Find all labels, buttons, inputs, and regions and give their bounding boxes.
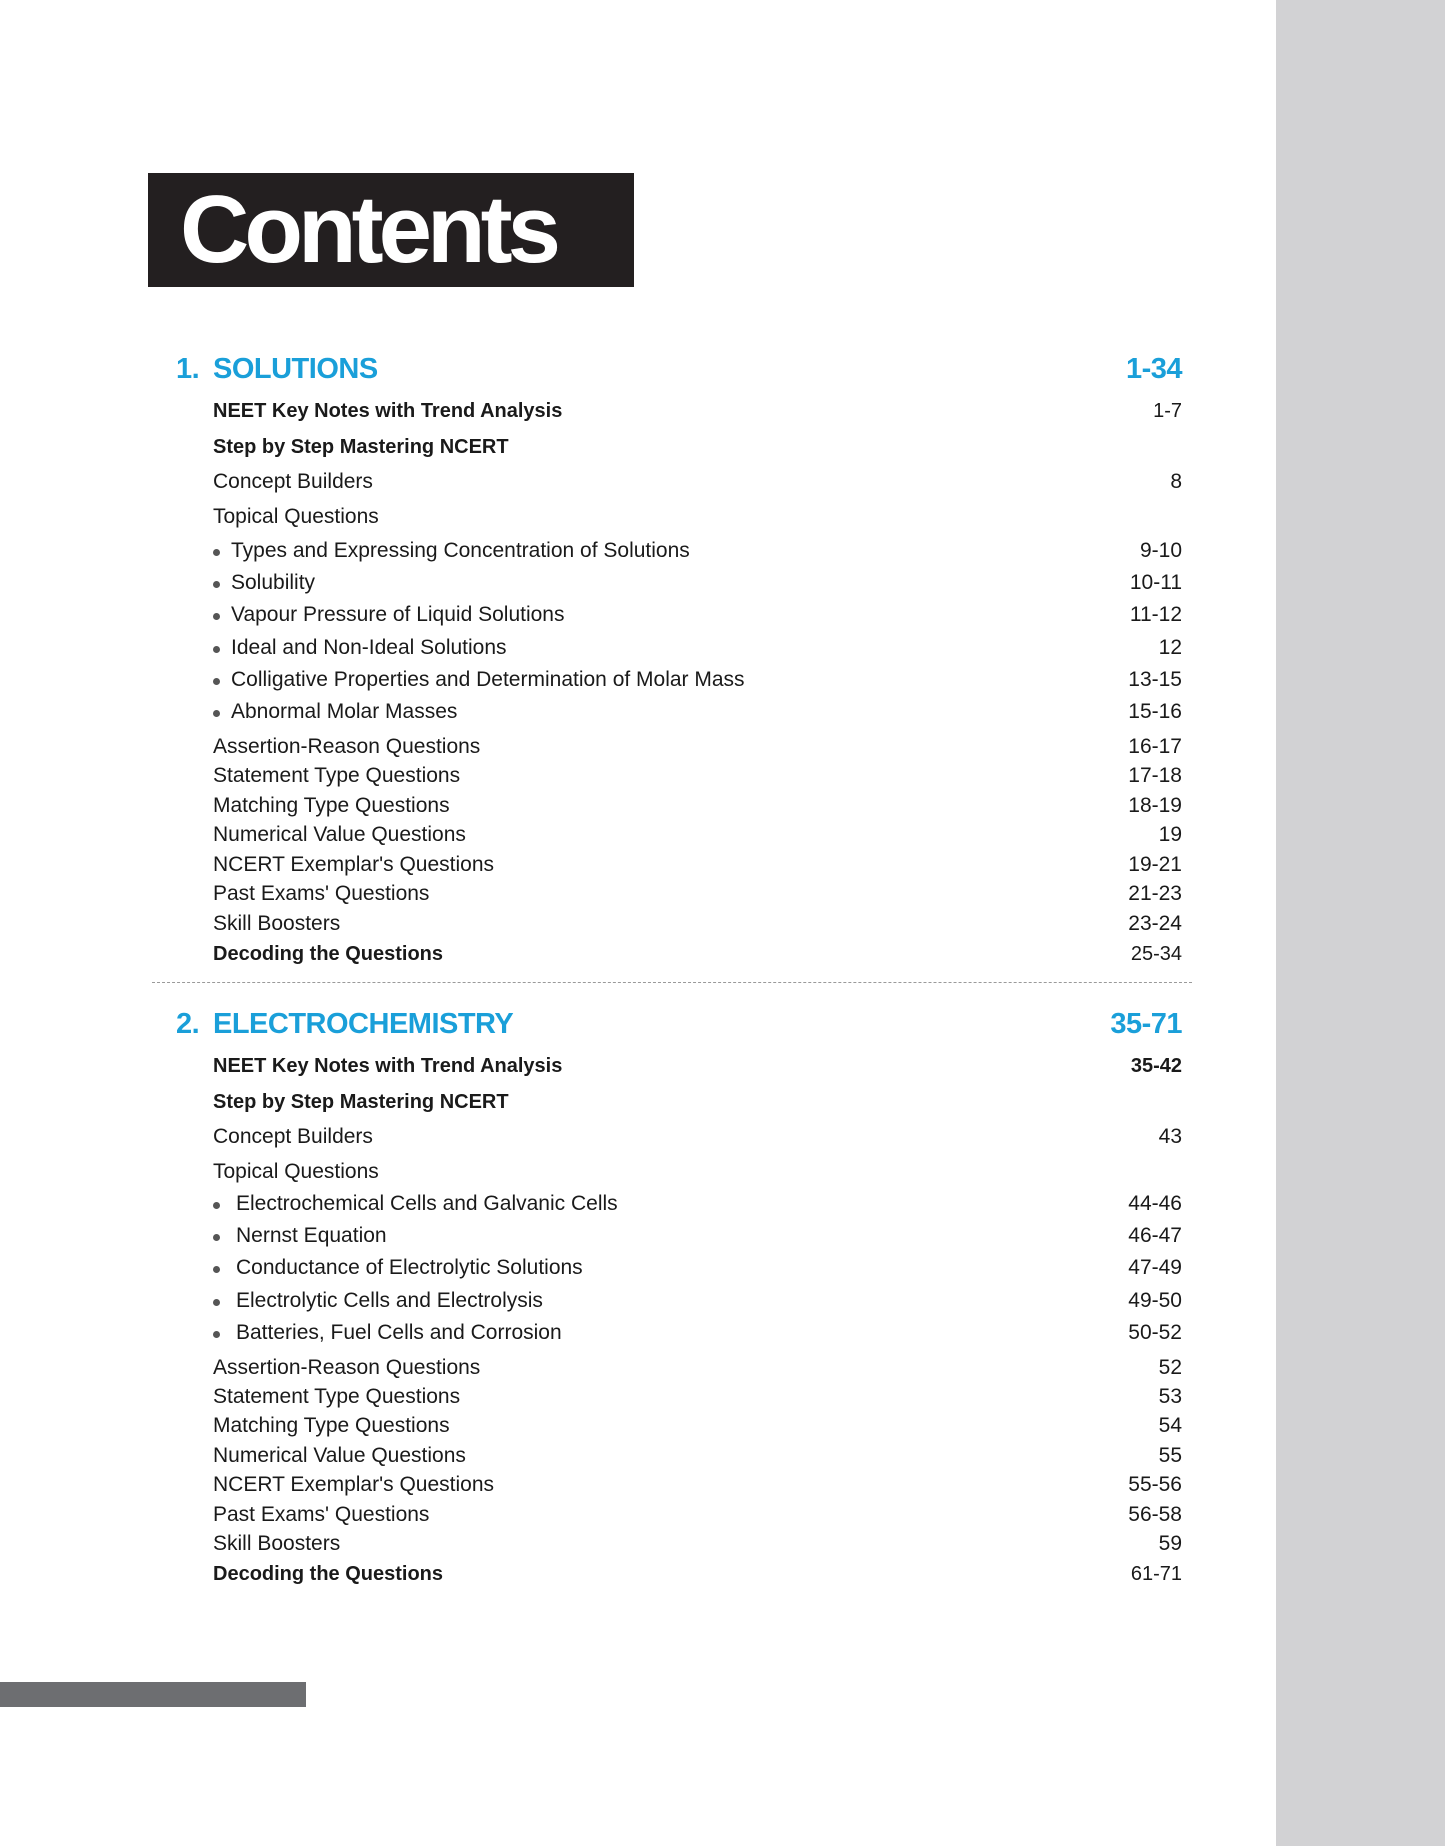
entry-label: Topical Questions (213, 505, 379, 528)
entry-label: Decoding the Questions (213, 943, 444, 965)
entry-label: Skill Boosters (213, 912, 341, 935)
entry-label: Nernst Equation (236, 1224, 387, 1247)
footer-bar (0, 1682, 306, 1707)
entry-label: Past Exams' Questions (213, 1503, 430, 1526)
entry-label: Skill Boosters (213, 1532, 341, 1555)
entry-pages: 47-49 (1128, 1256, 1182, 1279)
toc-subentry[interactable] (213, 1318, 1182, 1348)
entry-label: Decoding the Questions (213, 1563, 444, 1585)
entry-pages: 9-10 (1139, 539, 1182, 562)
entry-label: Topical Questions (213, 1160, 379, 1183)
side-margin-strip (1276, 0, 1445, 1846)
entry-label: Batteries, Fuel Cells and Corrosion (236, 1321, 562, 1344)
toc-entry[interactable] (213, 1087, 1182, 1117)
entry-pages: 25-34 (1130, 943, 1182, 965)
toc-entry[interactable] (213, 1411, 1182, 1441)
entry-label: Statement Type Questions (213, 1385, 461, 1408)
entry-label: Assertion-Reason Questions (213, 1356, 481, 1379)
entry-label: Matching Type Questions (213, 794, 450, 817)
toc-entry[interactable] (213, 502, 1182, 532)
toc-entry[interactable] (213, 909, 1182, 939)
entry-pages: 56-58 (1128, 1503, 1182, 1526)
entry-pages: 35-42 (1130, 1055, 1182, 1077)
toc-entry[interactable] (213, 1470, 1182, 1500)
entry-label: Vapour Pressure of Liquid Solutions (231, 603, 565, 626)
entry-pages: 10-11 (1129, 571, 1182, 594)
entry-label: Ideal and Non-Ideal Solutions (231, 636, 507, 659)
toc-entry[interactable] (213, 1353, 1182, 1383)
toc-entry[interactable] (213, 939, 1182, 969)
entry-label: Solubility (231, 571, 316, 594)
entry-pages: 15-16 (1128, 700, 1182, 723)
toc-entry[interactable] (213, 467, 1182, 497)
entry-label: Concept Builders (213, 470, 373, 493)
entry-pages: 8 (1170, 470, 1182, 493)
bullet-icon (213, 646, 220, 653)
toc-entry[interactable] (213, 1122, 1182, 1152)
entry-label: Matching Type Questions (213, 1414, 450, 1437)
toc-entry[interactable] (213, 1157, 1182, 1187)
entry-label: Numerical Value Questions (213, 1444, 466, 1467)
entry-pages: 19 (1158, 823, 1182, 846)
entry-label: Types and Expressing Concentration of Solutions (231, 539, 690, 562)
entry-label: Concept Builders (213, 1125, 373, 1148)
entry-pages: 53 (1158, 1385, 1182, 1408)
entry-pages: 12 (1158, 636, 1182, 659)
entry-label: Statement Type Questions (213, 764, 461, 787)
bullet-icon (213, 1234, 220, 1241)
entry-pages: 46-47 (1128, 1224, 1182, 1247)
toc-entry[interactable] (213, 396, 1182, 426)
entry-label: NCERT Exemplar's Questions (213, 1473, 494, 1496)
entry-label: Conductance of Electrolytic Solutions (236, 1256, 583, 1279)
bullet-icon (213, 678, 220, 685)
chapter-heading-2[interactable] (176, 1004, 1182, 1044)
toc-entry[interactable] (213, 1051, 1182, 1081)
entry-label: Electrolytic Cells and Electrolysis (236, 1289, 543, 1312)
toc-entry[interactable] (213, 791, 1182, 821)
entry-pages: 21-23 (1128, 882, 1182, 905)
entry-label: Colligative Properties and Determination of Molar Mass (231, 668, 745, 691)
toc-subentry[interactable] (213, 697, 1182, 727)
bullet-icon (213, 613, 220, 620)
entry-label: Abnormal Molar Masses (231, 700, 458, 723)
entry-pages: 43 (1158, 1125, 1182, 1148)
bullet-icon (213, 1331, 220, 1338)
toc-entry[interactable] (213, 732, 1182, 762)
toc-entry[interactable] (213, 1529, 1182, 1559)
entry-pages: 16-17 (1128, 735, 1182, 758)
toc-entry[interactable] (213, 761, 1182, 791)
entry-pages: 50-52 (1128, 1321, 1182, 1344)
toc-entry[interactable] (213, 879, 1182, 909)
chapter-number: 2. (176, 1008, 200, 1040)
toc-entry[interactable] (213, 1559, 1182, 1589)
bullet-icon (213, 581, 220, 588)
entry-pages: 55-56 (1128, 1473, 1182, 1496)
entry-pages: 59 (1158, 1532, 1182, 1555)
entry-label: Step by Step Mastering NCERT (213, 1091, 509, 1113)
entry-pages: 44-46 (1128, 1192, 1182, 1215)
bullet-icon (213, 1266, 220, 1273)
entry-pages: 52 (1158, 1356, 1182, 1379)
toc-entry[interactable] (213, 850, 1182, 880)
toc-subentry[interactable] (213, 633, 1182, 663)
chapter-title: ELECTROCHEMISTRY (213, 1008, 514, 1040)
chapter-pages: 35-71 (1110, 1008, 1182, 1040)
toc-subentry[interactable] (213, 536, 1182, 566)
chapter-heading-1[interactable] (176, 349, 1182, 389)
entry-pages: 54 (1158, 1414, 1182, 1437)
toc-subentry[interactable] (213, 1189, 1182, 1219)
entry-pages: 49-50 (1128, 1289, 1182, 1312)
toc-subentry[interactable] (213, 600, 1182, 630)
page-title: Contents (148, 173, 634, 287)
entry-label: Assertion-Reason Questions (213, 735, 481, 758)
bullet-icon (213, 1202, 220, 1209)
entry-label: Step by Step Mastering NCERT (213, 436, 509, 458)
toc-subentry[interactable] (213, 665, 1182, 695)
entry-pages: 1-7 (1153, 400, 1182, 422)
entry-label: Past Exams' Questions (213, 882, 430, 905)
entry-pages: 13-15 (1128, 668, 1182, 691)
entry-pages: 61-71 (1130, 1563, 1182, 1585)
entry-label: NCERT Exemplar's Questions (213, 853, 494, 876)
entry-label: Electrochemical Cells and Galvanic Cells (236, 1192, 618, 1215)
chapter-pages: 1-34 (1125, 353, 1182, 385)
entry-label: NEET Key Notes with Trend Analysis (213, 400, 563, 422)
bullet-icon (213, 710, 220, 717)
entry-label: Numerical Value Questions (213, 823, 466, 846)
entry-label: NEET Key Notes with Trend Analysis (213, 1055, 563, 1077)
entry-pages: 55 (1158, 1444, 1182, 1467)
bullet-icon (213, 1299, 220, 1306)
entry-pages: 17-18 (1128, 764, 1182, 787)
entry-pages: 19-21 (1128, 853, 1182, 876)
chapter-number: 1. (176, 353, 200, 385)
entry-pages: 18-19 (1128, 794, 1182, 817)
toc-entry[interactable] (213, 432, 1182, 462)
toc-subentry[interactable] (213, 568, 1182, 598)
toc-entry[interactable] (213, 1441, 1182, 1471)
chapter-divider (152, 982, 1192, 983)
toc-entry[interactable] (213, 1382, 1182, 1412)
chapter-title: SOLUTIONS (213, 353, 378, 385)
toc-subentry[interactable] (213, 1286, 1182, 1316)
toc-entry[interactable] (213, 820, 1182, 850)
entry-pages: 23-24 (1128, 912, 1182, 935)
bullet-icon (213, 549, 220, 556)
toc-subentry[interactable] (213, 1221, 1182, 1251)
entry-pages: 11-12 (1129, 603, 1182, 626)
toc-subentry[interactable] (213, 1253, 1182, 1283)
toc-entry[interactable] (213, 1500, 1182, 1530)
